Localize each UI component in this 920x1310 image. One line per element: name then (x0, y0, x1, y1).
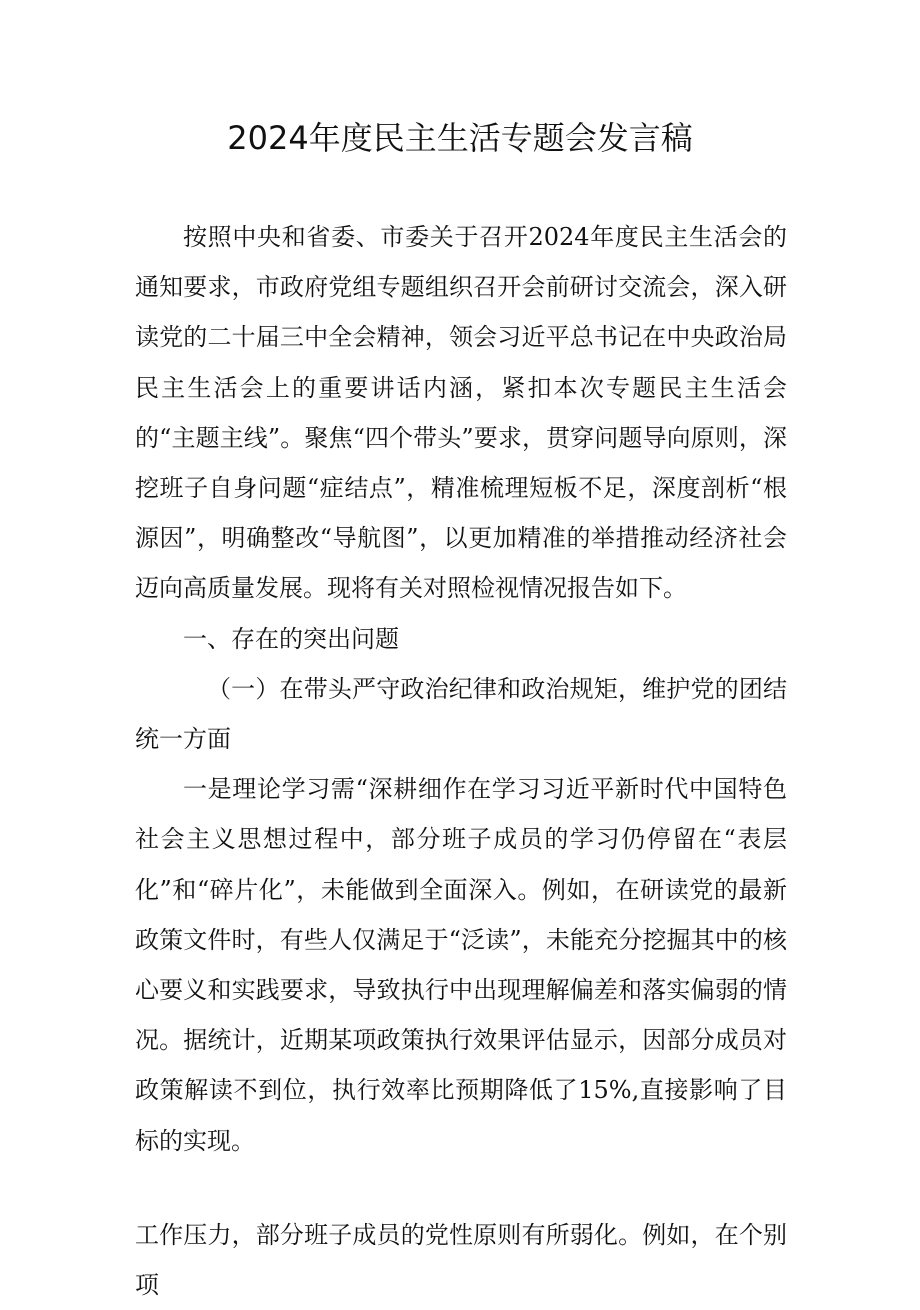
section-heading: 一、存在的突出问题 (183, 624, 399, 653)
document-title: 2024年度民主生活专题会发言稿 (227, 119, 693, 157)
subsection-heading: （一）在带头严守政治纪律和政治规矩，维护党的团结统一方面 (135, 674, 787, 754)
paragraph-gap (135, 1166, 787, 1210)
continued-paragraph: 工作压力，部分班子成员的党性原则有所弱化。例如，在个别项 (135, 1220, 787, 1300)
intro-paragraph: 按照中央和省委、市委关于召开2024年度民主生活会的通知要求，市政府党组专题组织召开会前研讨交流会，深入研读党的二十届三中全会精神，领会习近平总书记在中央政治局民主生活会上的重要讲话内涵，紧扣本次专题民主生活会的“主题主线”。聚焦“四个带头”要求，贯穿问题导向原则，深挖班子自身问题“症结点”，精准梳理短板不足，深度剖析“根源因”，明确整改“导航图”，以更加精准的举措推动经济社会迈向高质量发展。现将有关对照检视情况报告如下。 (135, 223, 787, 603)
document-body (135, 212, 787, 1310)
issue-paragraph: 一是理论学习需“深耕细作在学习习近平新时代中国特色社会主义思想过程中，部分班子成员的学习仍停留在“表层化”和“碎片化”，未能做到全面深入。例如，在研读党的最新政策文件时，有些人仅满足于“泛读”，未能充分挖掘其中的核心要义和实践要求，导致执行中出现理解偏差和落实偏弱的情况。据统计，近期某项政策执行效果评估显示，因部分成员对政策解读不到位，执行效率比预期降低了15%,直接影响了目标的实现。 (135, 775, 787, 1155)
